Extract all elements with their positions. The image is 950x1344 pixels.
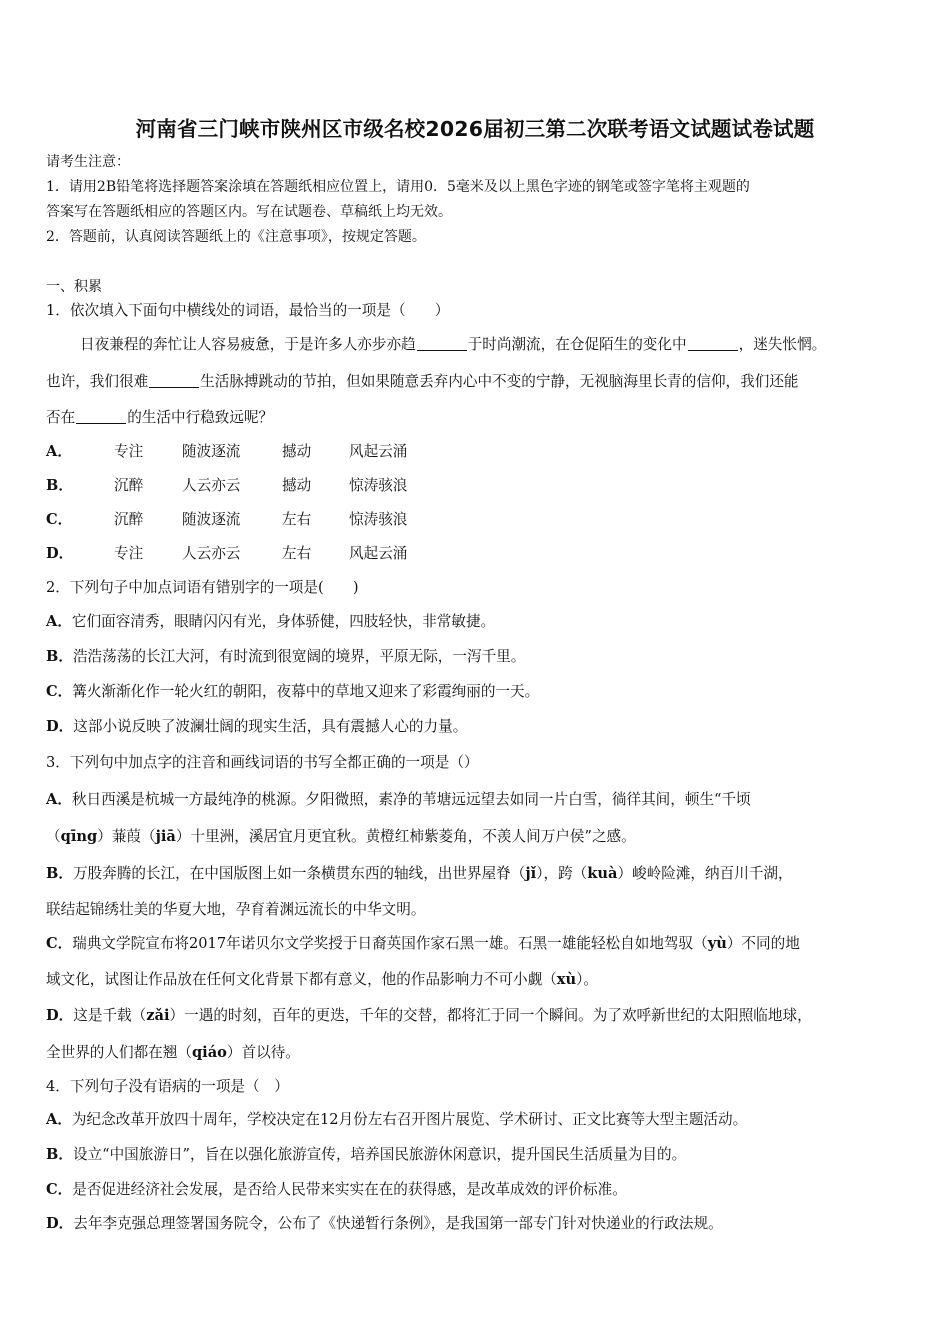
option-label: A．: [46, 1111, 72, 1128]
option-label: D．: [46, 718, 74, 735]
option-label: C．: [46, 511, 73, 528]
option-word: 专注: [114, 443, 144, 460]
fill-blank: [688, 336, 738, 351]
option-label: A．: [46, 443, 72, 460]
passage-text: ，迷失怅惘。: [738, 336, 827, 353]
option-word: 随波逐流: [182, 511, 241, 528]
question-4-option-a[interactable]: [46, 1110, 747, 1130]
question-4-option-d[interactable]: [46, 1214, 723, 1234]
question-1-passage-line-2: [46, 372, 799, 392]
question-1-option-a[interactable]: [46, 442, 407, 462]
fill-blank: [76, 409, 126, 424]
option-text: ）十里洲，溪居宜月更宜秋。黄橙红柿紫菱角，不羡人间万户侯”之感。: [175, 828, 636, 845]
option-text: 设立“中国旅游日”，旨在以强化旅游宣传，培养国民旅游休闲意识，提升国民生活质量为目的。: [72, 1146, 687, 1163]
pinyin: qīng: [60, 828, 98, 845]
option-word: 沉醉: [114, 477, 144, 494]
option-text: 瑞典文学院宣布将2017年诺贝尔文学奖授于日裔英国作家石黑一雄。石黑一雄能轻松自如地驾驭（: [72, 935, 708, 952]
option-word: 左右: [282, 511, 312, 528]
question-4-stem: 4．下列句子没有语病的一项是（ ）: [46, 1078, 289, 1095]
option-word: 惊涛骇浪: [349, 511, 408, 528]
option-text: 浩浩荡荡的长江大河，有时流到很宽阔的境界，平原无际，一泻千里。: [72, 648, 526, 665]
passage-text: 于时尚潮流，在仓促陌生的变化中: [467, 336, 687, 353]
option-label: B．: [46, 477, 73, 494]
question-1-passage-line-1: [80, 335, 826, 355]
option-text: 是否促进经济社会发展，是否给人民带来实实在在的获得感，是改革成效的评价标准。: [72, 1181, 627, 1198]
question-3-option-a-line-2: [46, 827, 636, 847]
option-text: 篝火渐渐化作一轮火红的朝阳，夜幕中的草地又迎来了彩霞绚丽的一天。: [72, 683, 540, 700]
question-2-option-d[interactable]: [46, 717, 467, 737]
pinyin: yù: [707, 935, 727, 952]
pinyin: kuà: [587, 865, 618, 882]
question-3-option-b-line-1[interactable]: [46, 864, 793, 884]
option-text: ）峻岭险滩，纳百川千湖，: [617, 865, 793, 882]
option-text: 秋日西溪是杭城一方最纯净的桃源。夕阳微照，素净的苇塘远远望去如同一片白雪，徜徉其间，顿生“千顷: [71, 791, 751, 808]
option-text: 它们面容清秀，眼睛闪闪有光，身体骄健，四肢轻快，非常敏捷。: [71, 613, 496, 630]
option-text: 这是千载（: [73, 1007, 147, 1024]
option-text: ）首以待。: [226, 1044, 300, 1061]
option-text: ），跨（: [536, 865, 588, 882]
option-word: 左右: [282, 545, 312, 562]
notice-item-1-line-1: 1．请用2B铅笔将选择题答案涂填在答题纸相应位置上，请用0．5毫米及以上黑色字迹的钢笔或签字笔将主观题的: [46, 179, 750, 195]
pinyin: jǐ: [525, 865, 537, 882]
option-text: 全世界的人们都在翘（: [46, 1044, 192, 1061]
notice-item-1-line-2: 答案写在答题纸相应的答题区内。写在试题卷、草稿纸上均无效。: [46, 204, 452, 220]
question-1-option-d[interactable]: [46, 544, 407, 564]
question-3-option-c-line-1[interactable]: [46, 934, 800, 954]
question-1-option-b[interactable]: [46, 476, 407, 496]
option-text: 这部小说反映了波澜壮阔的现实生活，具有震撼人心的力量。: [73, 718, 468, 735]
passage-text: 日夜兼程的奔忙让人容易疲惫，于是许多人亦步亦趋: [80, 336, 416, 353]
question-4-option-c[interactable]: [46, 1180, 627, 1200]
question-3-option-a-line-1[interactable]: [46, 790, 751, 810]
option-word: 人云亦云: [182, 545, 241, 562]
question-1-stem: 1．依次填入下面句中横线处的词语，最恰当的一项是（ ）: [46, 302, 450, 319]
option-word: 撼动: [282, 443, 312, 460]
option-text: 万股奔腾的长江，在中国版图上如一条横贯东西的轴线，出世界屋脊（: [72, 865, 526, 882]
option-word: 专注: [114, 545, 144, 562]
question-3-option-d-line-2: [46, 1043, 300, 1063]
question-2-option-c[interactable]: [46, 682, 539, 702]
pinyin: jiā: [155, 828, 176, 845]
pinyin: xù: [556, 971, 577, 988]
pinyin: qiáo: [191, 1044, 227, 1061]
page-title: 河南省三门峡市陕州区市级名校2026届初三第二次联考语文试题试卷试题: [135, 117, 815, 141]
option-word: 撼动: [282, 477, 312, 494]
question-3-option-b-line-2: 联结起锦绣壮美的华夏大地，孕育着渊远流长的中华文明。: [46, 901, 426, 918]
option-label: A．: [46, 791, 72, 808]
option-text: 去年李克强总理签署国务院令，公布了《快递暂行条例》，是我国第一部专门针对快递业的行政法规。: [73, 1215, 723, 1232]
question-3-option-c-line-2: [46, 970, 598, 990]
option-label: D．: [46, 1215, 74, 1232]
question-4-option-b[interactable]: [46, 1145, 686, 1165]
question-2-option-b[interactable]: [46, 647, 525, 667]
question-3-stem: 3．下列句中加点字的注音和画线词语的书写全都正确的一项是（）: [46, 754, 479, 771]
option-text: ）蒹葭（: [97, 828, 156, 845]
notice-item-2: 2．答题前，认真阅读答题纸上的《注意事项》，按规定答题。: [46, 229, 426, 245]
option-text: ）。: [576, 971, 598, 988]
pinyin: zǎi: [146, 1007, 170, 1024]
option-label: A．: [46, 613, 72, 630]
option-word: 人云亦云: [182, 477, 241, 494]
option-text: ）一遇的时刻，百年的更迭，千年的交替，都将汇于同一个瞬间。为了欢呼新世纪的太阳照临地球，: [169, 1007, 812, 1024]
option-label: C．: [46, 935, 73, 952]
option-label: C．: [46, 1181, 73, 1198]
option-text: 为纪念改革开放四十周年，学校决定在12月份左右召开图片展览、学术研讨、正文比赛等大型主题活动。: [71, 1111, 748, 1128]
passage-text: 否在: [46, 409, 76, 426]
option-label: C．: [46, 683, 73, 700]
option-word: 惊涛骇浪: [349, 477, 408, 494]
fill-blank: [417, 336, 467, 351]
option-label: D．: [46, 1007, 74, 1024]
option-label: B．: [46, 1146, 73, 1163]
section-heading: 一、积累: [46, 279, 102, 295]
question-1-passage-line-3: [46, 408, 273, 428]
option-label: B．: [46, 648, 73, 665]
option-text: （: [46, 828, 61, 845]
option-word: 风起云涌: [349, 545, 408, 562]
passage-text: 的生活中行稳致远呢？: [127, 409, 274, 426]
question-2-option-a[interactable]: [46, 612, 495, 632]
passage-text: 也许，我们很难: [46, 373, 149, 390]
question-2-stem: 2．下列句子中加点词语有错别字的一项是( ): [46, 579, 359, 596]
option-label: D．: [46, 545, 74, 562]
passage-text: 生活脉搏跳动的节拍，但如果随意丢弃内心中不变的宁静，无视脑海里长青的信仰，我们还能: [200, 373, 799, 390]
option-text: ）不同的地: [726, 935, 800, 952]
question-3-option-d-line-1[interactable]: [46, 1006, 812, 1026]
option-label: B．: [46, 865, 73, 882]
option-word: 随波逐流: [182, 443, 241, 460]
fill-blank: [149, 373, 199, 388]
question-1-option-c[interactable]: [46, 510, 407, 530]
notice-heading: 请考生注意：: [46, 154, 130, 170]
option-word: 沉醉: [114, 511, 144, 528]
option-text: 域文化，试图让作品放在任何文化背景下都有意义，他的作品影响力不可小觑（: [46, 971, 557, 988]
option-word: 风起云涌: [349, 443, 408, 460]
